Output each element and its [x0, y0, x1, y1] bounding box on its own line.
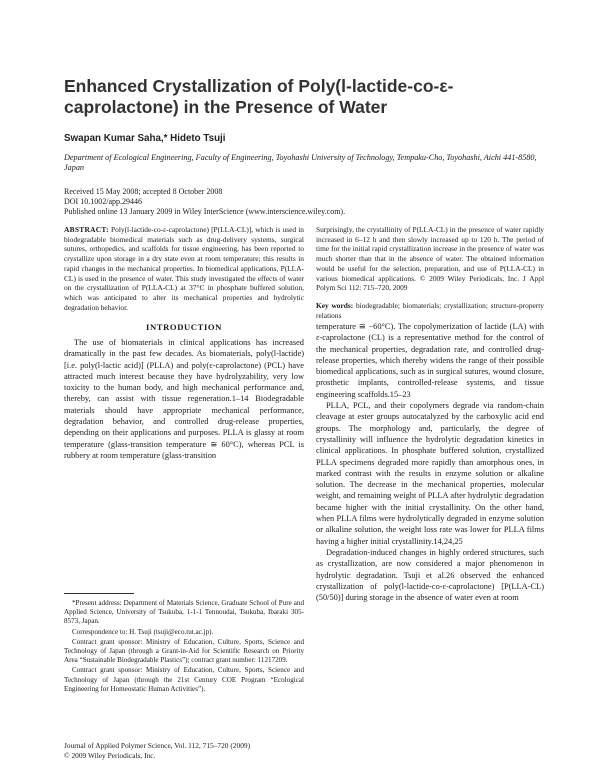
affiliation: Department of Ecological Engineering, Faculty of Engineering, Toyohashi University of Technology, Tempaku-Cho, Toyohashi, Aichi 441-8580, Japan: [64, 153, 537, 172]
abstract-text-left: Poly(l-lactide-co-ε-caprolactone) [P(LLA-CL)], which is used in biodegradable biomedical materials such as drug-delivery systems, surgical sutures, orthopedics, and scaffolds for tissue engineering, has been reported to crystallize upon storage in a dry state even at room temperature; this results in rapid changes in the mechanical properties. In biomedical applications, P(LLA-CL) is used in the presence of water. This study investigated the effects of water on the crystallization of P(LLA-CL) at 37°C in phosphate buffered solution, which was anticipated to alter its mechanical properties and hydrolytic degradation behavior.: [64, 225, 305, 312]
published-online: Published online 13 January 2009 in Wiley InterScience (www.interscience.wiley.com).: [64, 207, 346, 216]
abstract-text-right: Surprisingly, the crystallinity of P(LLA-CL) in the presence of water rapidly increased in 6–12 h and then slowly increased up to 120 h. The period of time for the initial rapid crystallization increase in the presence of water was much shorter than that in the absence of water. The obtained information would be useful for the selection, preparation, and use of P(LLA-CL) in various biomedical applications. © 2009 Wiley Periodicals, Inc. J Appl Polym Sci 112: 715–720, 2009: [316, 225, 544, 293]
abstract-left-column: [64, 225, 304, 312]
intro-paragraph-1: The use of biomaterials in clinical applications has increased dramatically in the past few decades. As biomaterials, poly(l-lactide) [i.e. poly(l-lactic acid)] (PLLA) and poly(ε-caprolactone) (PCL) have attracted much interest because they have hydrolyzability, very low toxicity to the human body, and high mechanical performance and, thereby, can assist with tissue regeneration.1–14 Biodegradable materials should have appropriate mechanical performance, degradation behavior, and controlled drug-release properties, depending on their applications and purposes. PLLA is glassy at room temperature (glass-transition temperature ≅ 60°C), whereas PCL is rubbery at room temperature (glass-transition: [64, 338, 304, 460]
keywords: [316, 301, 544, 320]
intro-paragraph-4: Degradation-induced changes in highly ordered structures, such as crystallization, are now considered a major phenomenon in hydrolytic degradation. Tsuji et al.26 observed the enhanced crystallization of poly(l-lactide-co-ε-caprolactone) [P(LLA-CL)(50/50)] during storage in the absence of water even at room: [316, 547, 544, 603]
body-left-column: [64, 321, 304, 461]
paper-title: Enhanced Crystallization of Poly(l-lactide-co-ε-caprolactone) in the Presence of Water: [64, 76, 454, 117]
intro-paragraph-2: temperature ≅ −60°C). The copolymerization of lactide (LA) with ε-caprolactone (CL) is a representative method for the control of the mechanical properties, degradation rate, and controlled drug-release properties, which thereby widens the range of their possible biomedical applications, such as in surgical sutures, wound closure, prosthetic implants, controlled-release systems, and tissue engineering scaffolds.15–23: [316, 322, 544, 399]
footnote-grant-2: Contract grant sponsor: Ministry of Education, Culture, Sports, Science and Technology of Japan (through the 21st Century COE Program “Ecological Engineering for Homeostatic Human Activities”).: [64, 666, 304, 693]
footnote-divider: [64, 593, 134, 594]
keywords-list: biodegradable; biomaterials; crystallization; structure-property relations: [316, 300, 544, 320]
keywords-label: Key words:: [316, 300, 354, 310]
received-date: Received 15 May 2008; accepted 8 October 2008: [64, 187, 223, 196]
doi[interactable]: DOI 10.1002/app.29446: [64, 197, 142, 206]
abstract-right-column: [316, 225, 544, 320]
author-list: Swapan Kumar Saha,* Hideto Tsuji: [64, 133, 226, 144]
journal-info: [64, 741, 304, 760]
footnote-grant-1: Contract grant sponsor: Ministry of Education, Culture, Sports, Science and Technology of Japan (through a Grant-in-Aid for Scientific Research on Priority Area “Sustainable Biodegradable Plastics”); contract grant number: 11217209.: [64, 637, 304, 665]
footnote-present-address: *Present address: Department of Materials Science, Graduate School of Pure and Applied Science, University of Tsukuba, 1-1-1 Tennoudai, Tsukuba, Ibaraki 305-8573, Japan.: [64, 599, 304, 626]
section-heading-introduction: INTRODUCTION: [146, 322, 222, 332]
footnotes: [64, 599, 304, 695]
journal-citation: Journal of Applied Polymer Science, Vol. 112, 715–720 (2009): [64, 741, 251, 750]
journal-copyright: © 2009 Wiley Periodicals, Inc.: [64, 750, 156, 760]
intro-paragraph-3: PLLA, PCL, and their copolymers degrade via random-chain cleavage at ester groups autocatalyzed by the carboxylic acid end groups. The morphology and, particularly, the degree of crystallinity will influence the hydrolytic degradation kinetics in clinical applications. In phosphate buffered solution, crystallized PLLA specimens degraded more rapidly than amorphous ones, in marked contrast with the results in enzyme solution or alkaline solution. The decrease in the mechanical properties, molecular weight, and remaining weight of PLLA after hydrolytic degradation became higher with the initial crystallinity. On the other hand, when PLLA films were hydrolytically degraded in enzyme solution or alkaline solution, the weight loss rate was lower for PLLA films having a higher initial crystallinity.14,24,25: [316, 401, 544, 546]
body-right-column: [316, 321, 544, 603]
publication-history: [64, 187, 544, 217]
footnote-correspondence: Correspondence to: H. Tsuji (tsuji@eco.tut.ac.jp).: [72, 627, 214, 636]
abstract-heading: ABSTRACT:: [64, 225, 109, 234]
